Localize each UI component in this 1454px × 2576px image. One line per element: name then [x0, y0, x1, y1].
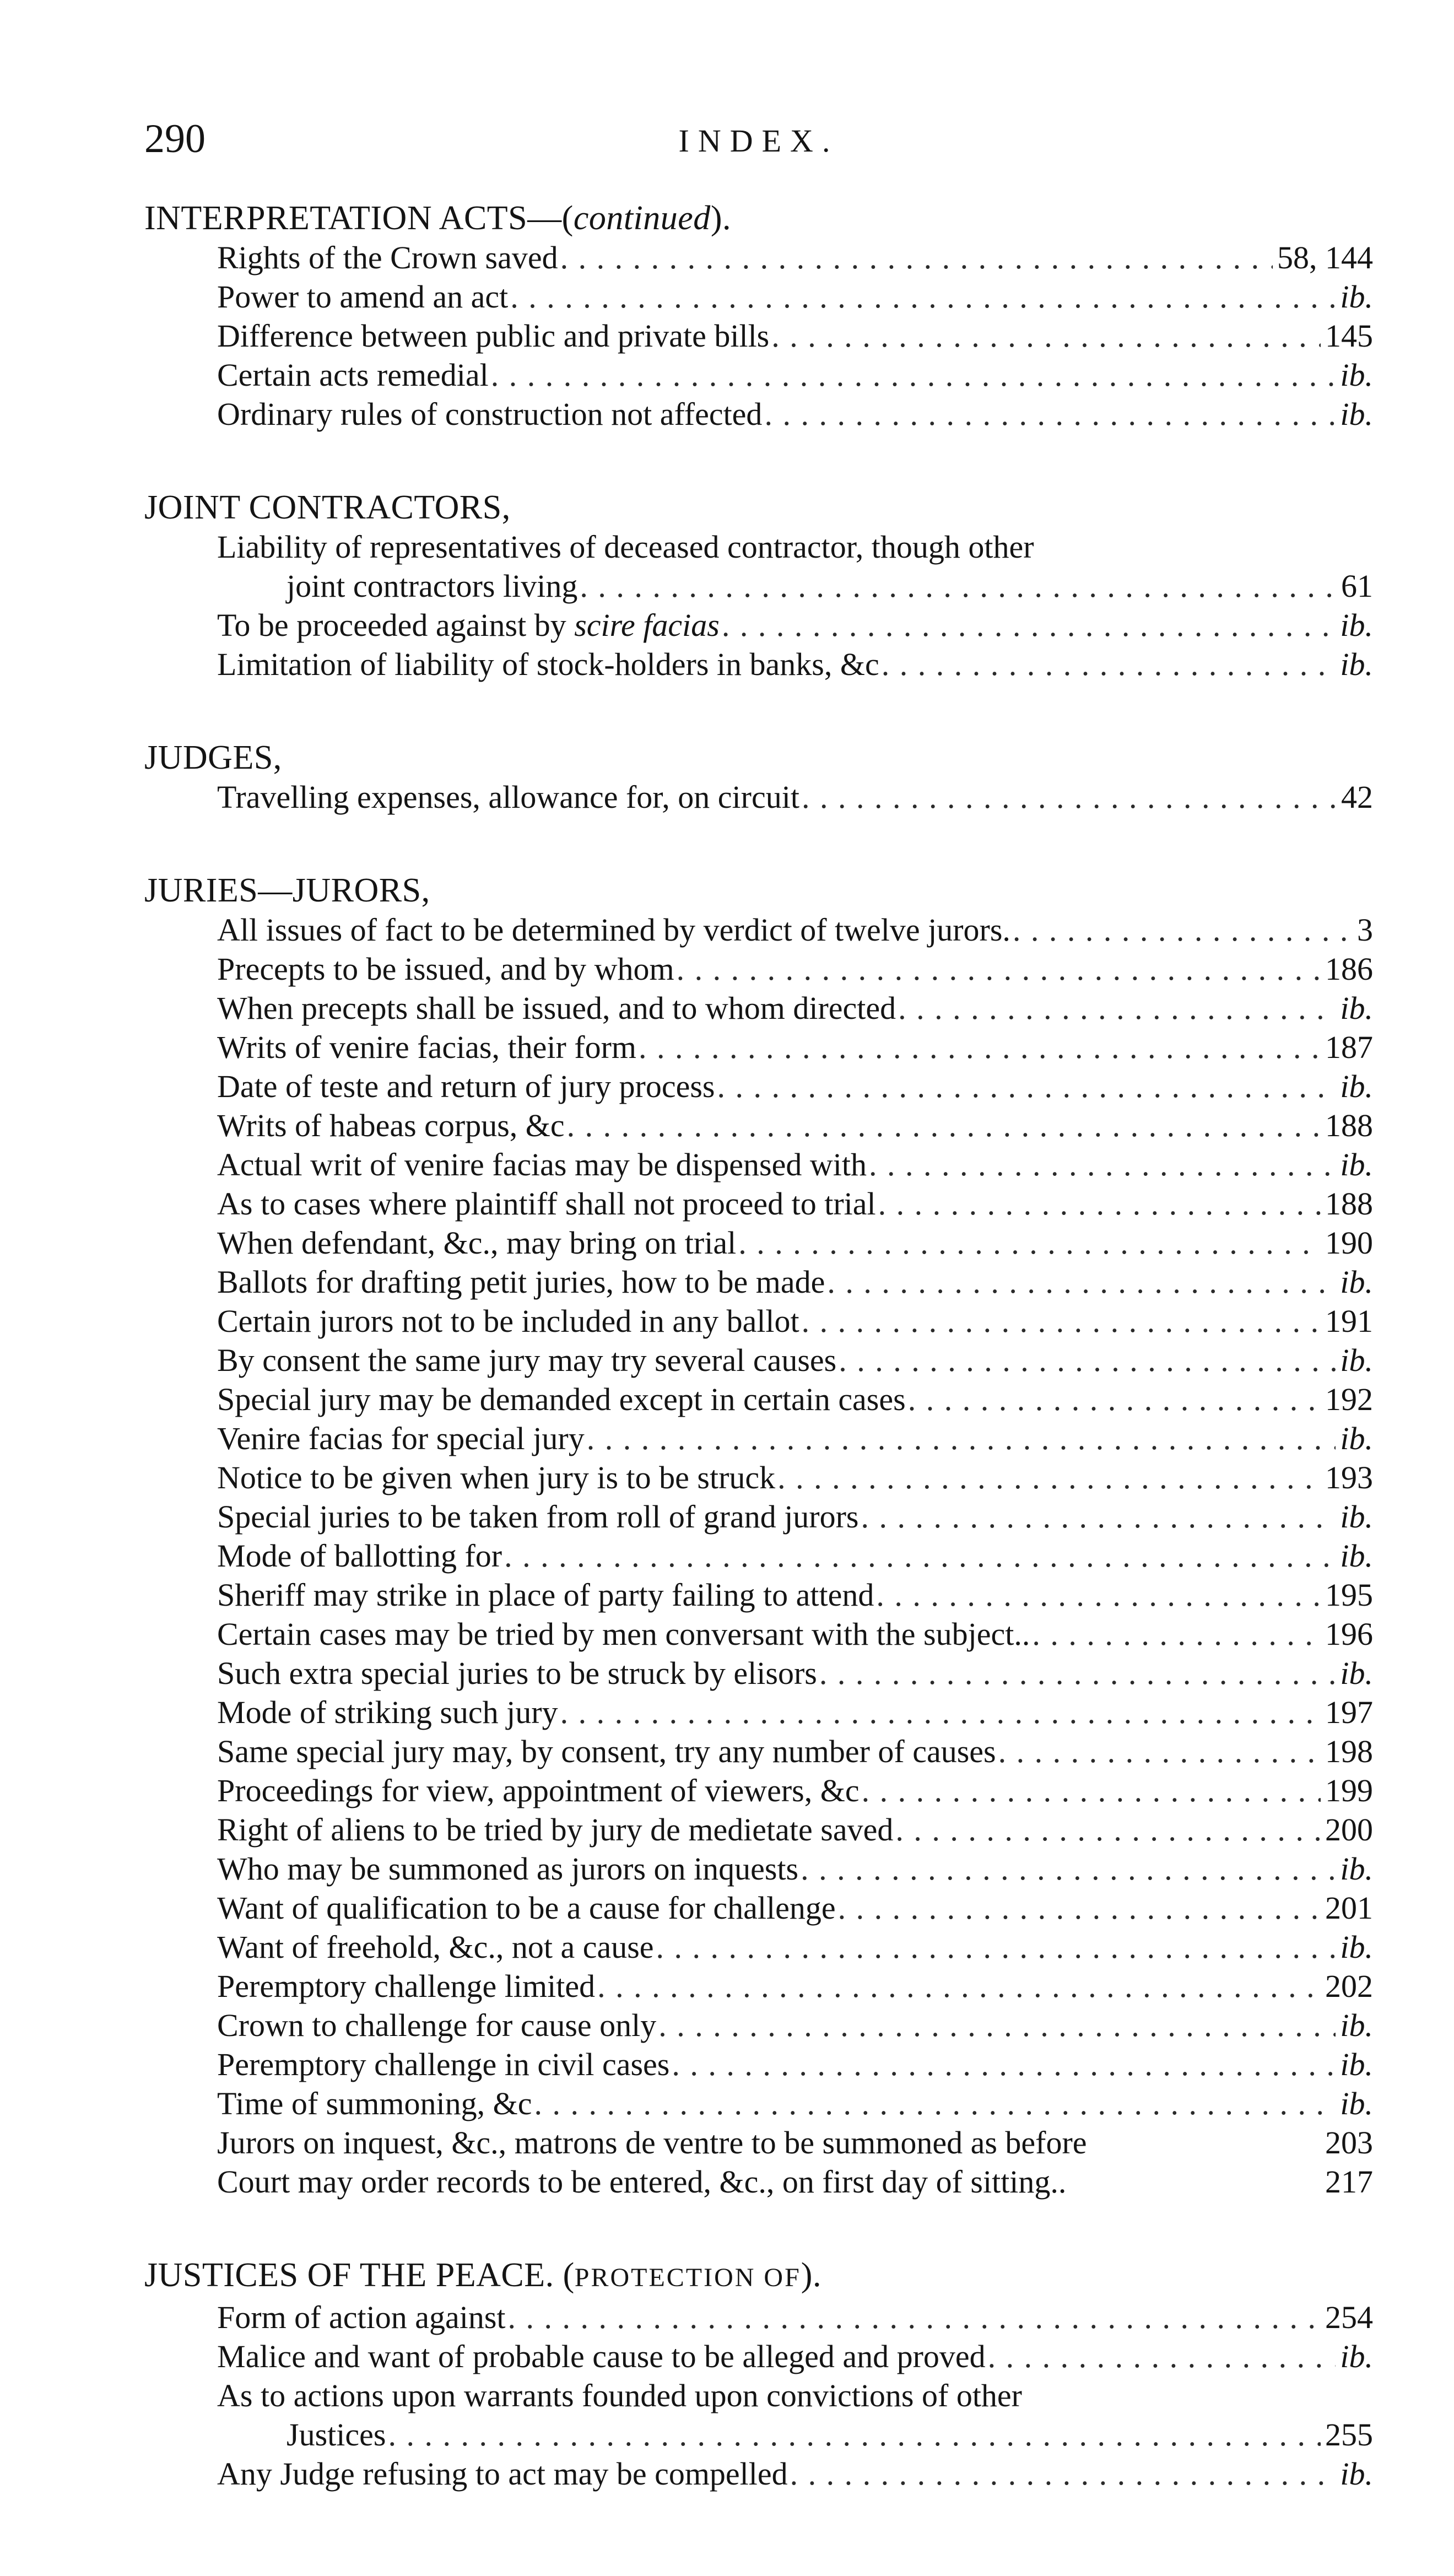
dot-leader — [867, 1145, 1336, 1184]
entry-text: When defendant, &c., may bring on trial — [217, 1225, 737, 1261]
heading-tail: ). — [801, 2256, 821, 2294]
dot-leader — [532, 2084, 1336, 2123]
dot-leader — [1030, 1614, 1321, 1654]
entry-text: Same special jury may, by consent, try any number of causes — [217, 1733, 996, 1769]
dot-leader — [720, 606, 1336, 645]
index-entry — [217, 1888, 1373, 1927]
index-section — [144, 871, 1373, 2201]
index-entry — [217, 2162, 1373, 2201]
page-reference: ib. — [1340, 1421, 1373, 1456]
dot-leader — [508, 277, 1336, 316]
page-reference: 188 — [1325, 1108, 1373, 1143]
page-reference: 217 — [1325, 2164, 1373, 2200]
entry-text: Ordinary rules of construction not affected — [217, 396, 763, 432]
page-reference: 188 — [1325, 1186, 1373, 1222]
entry-text: Actual writ of venire facias may be dispensed with — [217, 1147, 867, 1182]
index-entry — [217, 355, 1373, 395]
page-reference: ib. — [1340, 646, 1373, 682]
section-heading — [144, 871, 1373, 910]
entry-italic: scire facias — [574, 607, 720, 643]
page-reference: 195 — [1325, 1577, 1373, 1613]
dot-leader — [636, 1028, 1321, 1067]
index-entry — [217, 1575, 1373, 1614]
page-reference: ib. — [1340, 2046, 1373, 2082]
page-reference: ib. — [1340, 607, 1373, 643]
page-reference: ib. — [1340, 1929, 1373, 1965]
index-entry — [217, 1732, 1373, 1771]
index-entry-continuation — [287, 566, 1373, 606]
page-reference: 254 — [1325, 2299, 1373, 2335]
page-reference: ib. — [1340, 1264, 1373, 1300]
page-reference: 196 — [1325, 1616, 1373, 1652]
page-reference: 200 — [1325, 1812, 1373, 1848]
entry-text: Liability of representatives of deceased contractor, though other — [217, 529, 1034, 565]
page-reference: 193 — [1325, 1460, 1373, 1495]
dot-leader — [656, 2006, 1336, 2045]
index-entry — [217, 1927, 1373, 1967]
index-entry — [217, 2045, 1373, 2084]
page-reference: ib. — [1340, 1147, 1373, 1182]
index-section — [144, 198, 1373, 434]
index-entry — [217, 238, 1373, 277]
page-reference: 192 — [1325, 1381, 1373, 1417]
index-entry — [217, 1967, 1373, 2006]
index-entry — [217, 2454, 1373, 2493]
index-entry — [217, 1497, 1373, 1536]
index-entry — [217, 606, 1373, 645]
dot-leader — [595, 1967, 1321, 2006]
entry-text: Peremptory challenge in civil cases — [217, 2046, 670, 2082]
index-entry — [217, 316, 1373, 355]
page-reference: ib. — [1340, 279, 1373, 315]
entry-text: Travelling expenses, allowance for, on circuit — [217, 779, 799, 815]
dot-leader — [565, 1106, 1321, 1145]
section-heading — [144, 2255, 1373, 2298]
dot-leader — [577, 566, 1337, 606]
page-reference: 199 — [1325, 1773, 1373, 1808]
index-entry — [217, 2298, 1373, 2337]
entry-text: Want of freehold, &c., not a cause — [217, 1929, 654, 1965]
section-heading — [144, 738, 1373, 777]
page-reference: ib. — [1340, 2086, 1373, 2121]
dot-leader — [669, 2045, 1336, 2084]
entry-text: Who may be summoned as jurors on inquests — [217, 1851, 799, 1887]
dot-leader — [736, 1223, 1321, 1262]
page-number: 290 — [144, 116, 206, 161]
entry-text: Peremptory challenge limited — [217, 1968, 596, 2004]
dot-leader — [876, 1184, 1321, 1223]
index-entry — [217, 1536, 1373, 1575]
page-reference: 255 — [1325, 2417, 1373, 2453]
entry-text: Certain jurors not to be included in any ballot — [217, 1303, 799, 1339]
index-entry — [217, 2084, 1373, 2123]
page-reference: 202 — [1325, 1968, 1373, 2004]
entry-text: By consent the same jury may try several causes — [217, 1342, 837, 1378]
index-entry — [217, 277, 1373, 316]
page-reference: ib. — [1340, 1068, 1373, 1104]
page-reference: 201 — [1325, 1890, 1373, 1926]
dot-leader — [762, 395, 1336, 434]
page-reference: ib. — [1340, 1655, 1373, 1691]
dot-leader — [502, 1536, 1336, 1575]
running-title: INDEX. — [678, 123, 839, 159]
page-reference: ib. — [1340, 357, 1373, 393]
entry-text: Any Judge refusing to act may be compelled — [217, 2456, 788, 2492]
dot-leader — [788, 2454, 1336, 2493]
index-entry — [217, 1106, 1373, 1145]
dot-leader — [836, 1888, 1321, 1927]
entry-text: All issues of fact to be determined by verdict of twelve jurors. — [217, 912, 1010, 948]
index-entry-continuation — [287, 2415, 1373, 2454]
page-reference: 187 — [1325, 1029, 1373, 1065]
page-reference: 190 — [1325, 1225, 1373, 1261]
dot-leader — [489, 355, 1336, 395]
entry-text: Such extra special juries to be struck by elisors — [217, 1655, 817, 1691]
index-entry — [217, 1693, 1373, 1732]
index-entry — [217, 1341, 1373, 1380]
dot-leader — [558, 1693, 1321, 1732]
section-heading — [144, 198, 1373, 238]
page-reference: 61 — [1341, 568, 1373, 604]
index-entry — [217, 1184, 1373, 1223]
heading-text: JUSTICES OF THE PEACE. ( — [144, 2256, 575, 2294]
dot-leader — [775, 1458, 1321, 1497]
entry-text: Writs of habeas corpus, &c — [217, 1108, 565, 1143]
dot-leader — [386, 2415, 1321, 2454]
dot-leader — [799, 1301, 1321, 1341]
dot-leader — [585, 1419, 1336, 1458]
index-entry — [217, 1223, 1373, 1262]
dot-leader — [906, 1380, 1321, 1419]
entry-text: Jurors on inquest, &c., matrons de ventre to be summoned as before — [217, 2125, 1087, 2161]
entry-text: Mode of striking such jury — [217, 1694, 558, 1730]
index-entry — [217, 2337, 1373, 2376]
entry-text: Venire facias for special jury — [217, 1421, 585, 1456]
entry-text: Court may order records to be entered, &c., on first day of sitting.. — [217, 2164, 1067, 2200]
page-reference: ib. — [1340, 2339, 1373, 2374]
page-reference: 203 — [1325, 2125, 1373, 2161]
dot-leader — [896, 989, 1336, 1028]
dot-leader — [860, 1771, 1321, 1810]
page-reference: 42 — [1341, 779, 1373, 815]
index-section — [144, 738, 1373, 817]
page-reference: 198 — [1325, 1733, 1373, 1769]
index-entry — [217, 1614, 1373, 1654]
index-body — [144, 198, 1373, 2547]
heading-small-caps: PROTECTION OF — [574, 2263, 801, 2292]
page-header — [144, 116, 1373, 182]
dot-leader — [798, 1849, 1336, 1888]
index-entry — [217, 949, 1373, 989]
entry-text: Mode of ballotting for — [217, 1538, 502, 1574]
dot-leader — [836, 1341, 1336, 1380]
dot-leader — [674, 949, 1321, 989]
entry-text: Power to amend an act — [217, 279, 509, 315]
dot-leader — [986, 2337, 1336, 2376]
index-entry — [217, 1301, 1373, 1341]
dot-leader — [715, 1067, 1336, 1106]
entry-text: Proceedings for view, appointment of viewers, &c — [217, 1773, 860, 1808]
entry-text: Special jury may be demanded except in certain cases — [217, 1381, 906, 1417]
entry-text: Form of action against — [217, 2299, 506, 2335]
entry-text: Want of qualification to be a cause for challenge — [217, 1890, 836, 1926]
page-reference: ib. — [1340, 1538, 1373, 1574]
heading-tail: ). — [710, 199, 731, 237]
heading-text: JURIES—JURORS, — [144, 872, 430, 909]
page-reference: 191 — [1325, 1303, 1373, 1339]
index-entry — [217, 2006, 1373, 2045]
entry-text: As to actions upon warrants founded upon convictions of other — [217, 2378, 1022, 2413]
dot-leader — [874, 1575, 1321, 1614]
index-entry — [217, 1262, 1373, 1301]
index-entry — [217, 1419, 1373, 1458]
dot-leader — [996, 1732, 1321, 1771]
heading-text: INTERPRETATION ACTS—( — [144, 199, 574, 237]
index-entry — [217, 1458, 1373, 1497]
page-reference: 145 — [1325, 318, 1373, 354]
entry-text: Writs of venire facias, their form — [217, 1029, 637, 1065]
entry-text: Crown to challenge for cause only — [217, 2007, 657, 2043]
index-entry — [217, 1771, 1373, 1810]
dot-leader — [769, 316, 1321, 355]
entry-text: Special juries to be taken from roll of grand jurors — [217, 1499, 859, 1535]
entry-text: Certain cases may be tried by men conversant with the subject.. — [217, 1616, 1030, 1652]
index-entry — [217, 1654, 1373, 1693]
page-reference: ib. — [1340, 396, 1373, 432]
heading-text: JUDGES, — [144, 739, 282, 776]
entry-text: Justices — [287, 2417, 386, 2453]
page-reference: ib. — [1340, 1499, 1373, 1535]
page-reference: 3 — [1357, 912, 1373, 948]
index-section — [144, 488, 1373, 684]
dot-leader — [558, 238, 1273, 277]
index-entry — [217, 645, 1373, 684]
entry-text: When precepts shall be issued, and to whom directed — [217, 990, 896, 1026]
entry-text: Difference between public and private bills — [217, 318, 770, 354]
dot-leader — [859, 1497, 1336, 1536]
dot-leader — [825, 1262, 1336, 1301]
index-entry — [217, 777, 1373, 817]
section-heading — [144, 488, 1373, 527]
entry-text: Time of summoning, &c — [217, 2086, 532, 2121]
heading-italic: continued — [573, 199, 711, 237]
entry-text: Rights of the Crown saved — [217, 240, 558, 276]
dot-leader — [506, 2298, 1321, 2337]
dot-leader — [799, 777, 1337, 817]
index-section — [144, 2255, 1373, 2493]
dot-leader — [817, 1654, 1336, 1693]
entry-text: Date of teste and return of jury process — [217, 1068, 715, 1104]
entry-text: Right of aliens to be tried by jury de medietate saved — [217, 1812, 894, 1848]
dot-leader — [893, 1810, 1321, 1849]
index-entry — [217, 989, 1373, 1028]
index-entry — [217, 1028, 1373, 1067]
entry-text: Precepts to be issued, and by whom — [217, 951, 674, 987]
index-entry — [217, 395, 1373, 434]
index-entry — [217, 2376, 1373, 2415]
index-entry — [217, 1067, 1373, 1106]
index-entry — [217, 1810, 1373, 1849]
entry-text: Sheriff may strike in place of party failing to attend — [217, 1577, 874, 1613]
entry-text: As to cases where plaintiff shall not proceed to trial — [217, 1186, 876, 1222]
heading-text: JOINT CONTRACTORS, — [144, 489, 511, 526]
page-reference: 197 — [1325, 1694, 1373, 1730]
index-entry — [217, 910, 1373, 949]
index-entry — [217, 2123, 1373, 2162]
index-entry — [217, 1849, 1373, 1888]
page-reference: ib. — [1340, 1342, 1373, 1378]
index-entry — [217, 1380, 1373, 1419]
index-entry — [217, 1145, 1373, 1184]
page-reference: ib. — [1340, 990, 1373, 1026]
page-reference: ib. — [1340, 1851, 1373, 1887]
dot-leader — [654, 1927, 1336, 1967]
dot-leader — [879, 645, 1336, 684]
index-entry — [217, 527, 1373, 566]
dot-leader — [1010, 910, 1353, 949]
entry-text: Limitation of liability of stock-holders in banks, &c — [217, 646, 879, 682]
entry-text: Notice to be given when jury is to be struck — [217, 1460, 776, 1495]
entry-text: Ballots for drafting petit juries, how to be made — [217, 1264, 825, 1300]
entry-text: Certain acts remedial — [217, 357, 489, 393]
page-reference: ib. — [1340, 2007, 1373, 2043]
page-reference: 58, 144 — [1277, 240, 1373, 276]
entry-text: Malice and want of probable cause to be alleged and proved — [217, 2339, 986, 2374]
entry-text: To be proceeded against by scire facias — [217, 607, 720, 643]
entry-text: joint contractors living — [287, 568, 578, 604]
page-reference: ib. — [1340, 2456, 1373, 2492]
page-reference: 186 — [1325, 951, 1373, 987]
